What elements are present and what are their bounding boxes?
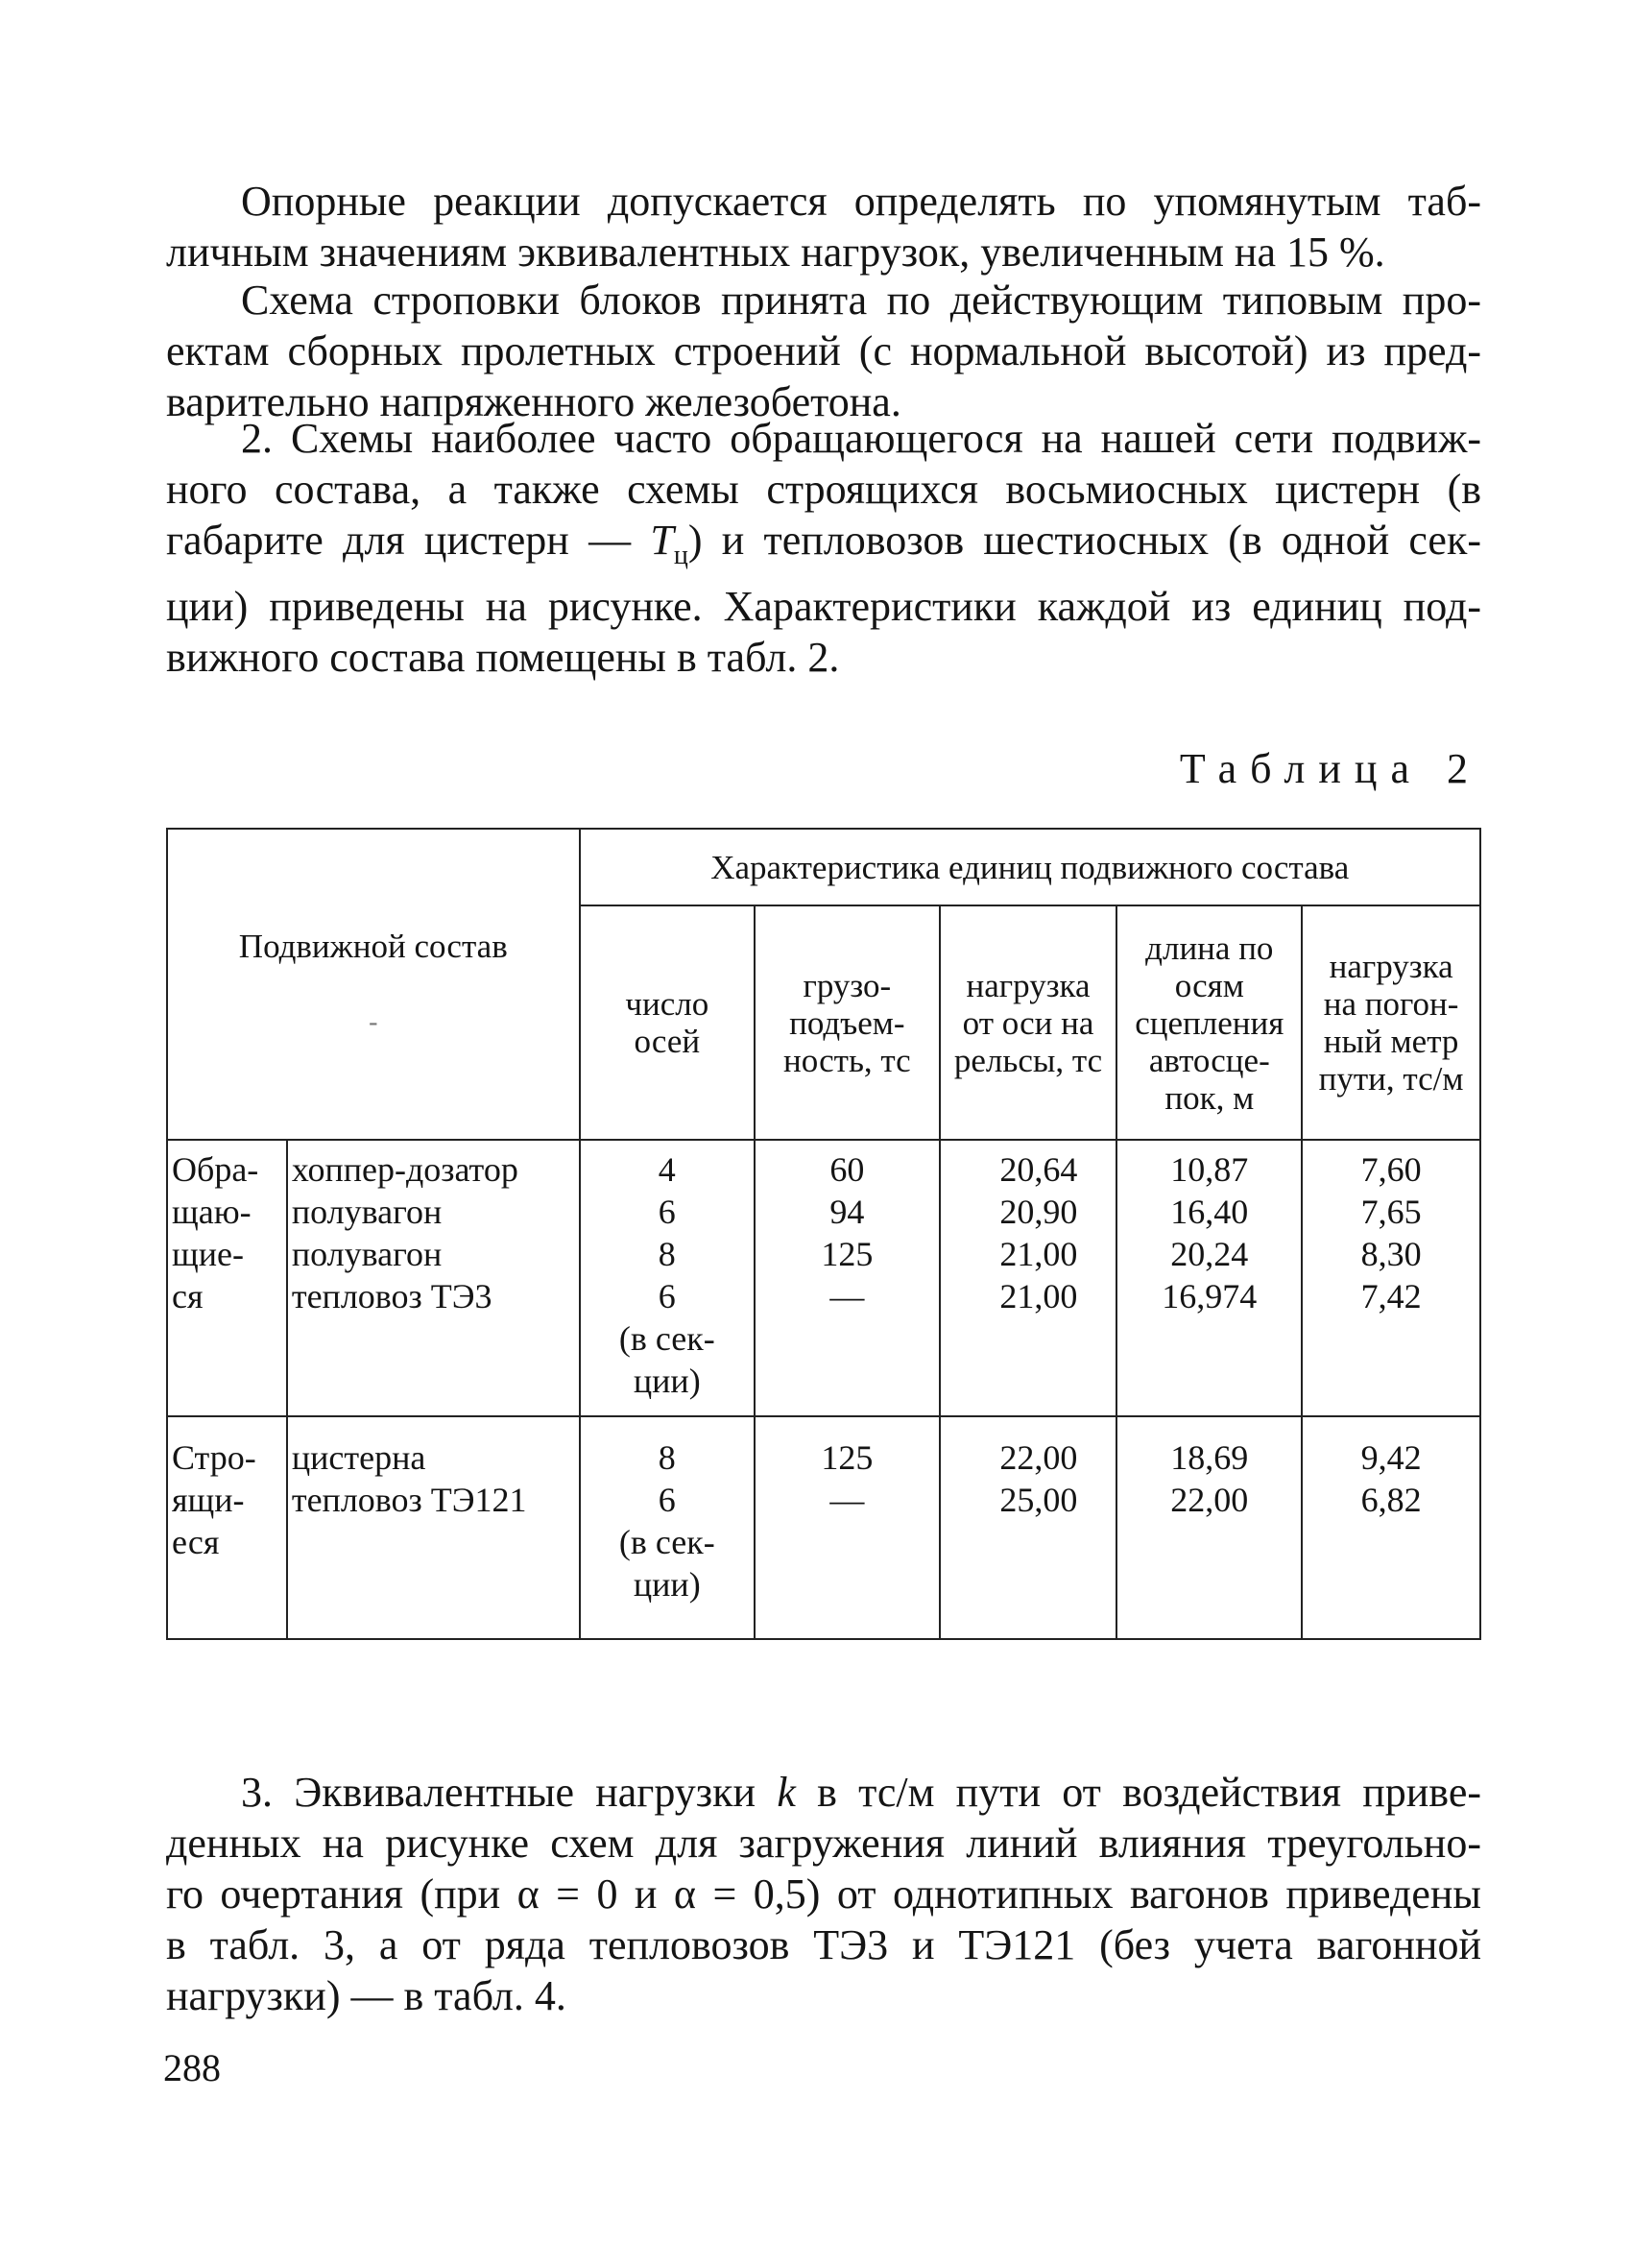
text-line: Схема строповки блоков принята по действующим типовым про- [241, 277, 1481, 324]
column-header-axles: число осей [580, 905, 756, 1140]
table-row [167, 1416, 1480, 1639]
text-line: в табл. 3, а от ряда тепловозов ТЭ3 и ТЭ121 (без учета вагонной [166, 1921, 1481, 1968]
stock-names: цистерна тепловоз ТЭ121 [287, 1416, 580, 1639]
column-header-coupling-length: длина по осям сцепления автосце- пок, м [1116, 905, 1302, 1140]
rowhead-mark: - [369, 1006, 378, 1037]
group-label-under-construction: Стро- ящи- еся [167, 1416, 287, 1639]
length-values: 10,87 16,40 20,24 16,974 [1116, 1140, 1302, 1416]
axle-load-values: 20,64 20,90 21,00 21,00 [940, 1140, 1117, 1416]
axles-values: 8 6 (в сек- ции) [580, 1416, 756, 1639]
axles-values: 4 6 8 6 (в сек- ции) [580, 1140, 756, 1416]
text-fragment: 3. Эквивалентные нагрузки [241, 1769, 756, 1816]
text-line: денных на рисунке схем для загружения линий влияния треугольно- [166, 1820, 1481, 1867]
text-line: ции) приведены на рисунке. Характеристики каждой из единиц под- [166, 582, 1481, 630]
text-fragment: ) и тепловозов шестиосных (в одной сек- [687, 517, 1481, 564]
table-row [167, 1140, 1480, 1416]
column-header-capacity: грузо- подъем- ность, тс [755, 905, 940, 1140]
text-line: Опорные реакции допускается определять по упомянутым таб- [241, 178, 1481, 225]
text-line: нагрузки) — в табл. 4. [166, 1972, 566, 2019]
capacity-values: 60 94 125 — [755, 1140, 940, 1416]
capacity-values: 125 — [755, 1416, 940, 1639]
paragraph-rolling-stock-schemes [166, 413, 1481, 683]
text-line: ного состава, а также схемы строящихся восьмиосных цистерн (в [166, 466, 1481, 513]
column-header-axle-load: нагрузка от оси на рельсы, тс [940, 905, 1117, 1140]
k-symbol: k [777, 1769, 796, 1816]
text-line: ектам сборных пролетных строений (с нормальной высотой) из пред- [166, 327, 1481, 374]
linear-load-values: 7,60 7,65 8,30 7,42 [1302, 1140, 1480, 1416]
text-line: го очертания (при α = 0 и α = 0,5) от однотипных вагонов приведены [166, 1870, 1481, 1918]
axle-load-values: 22,00 25,00 [940, 1416, 1117, 1639]
rolling-stock-table [166, 828, 1481, 1640]
text-fragment: в тс/м пути от воздействия приве- [817, 1769, 1481, 1816]
text-line: вижного состава помещены в табл. 2. [166, 633, 840, 681]
paragraph-equivalent-loads [166, 1767, 1481, 2021]
paragraph-support-reactions [166, 176, 1481, 277]
text-fragment: габарите для цистерн — [166, 517, 632, 564]
linear-load-values: 9,42 6,82 [1302, 1416, 1480, 1639]
text-line-with-symbol [166, 1767, 1481, 1818]
text-line: варительно напряженного железобетона. [166, 378, 901, 425]
text-line: 2. Схемы наиболее часто обращающегося на нашей сети подвиж- [241, 415, 1481, 462]
gauge-subscript: ц [673, 540, 688, 570]
gauge-symbol: T [650, 517, 674, 564]
rowhead-rolling-stock: Подвижной состав - [167, 829, 580, 1140]
length-values: 18,69 22,00 [1116, 1416, 1302, 1639]
header-group: Характеристика единиц подвижного состава [580, 829, 1480, 905]
text-line-with-symbol [166, 515, 1481, 581]
stock-names: хоппер-дозатор полувагон полувагон тепловоз ТЭ3 [287, 1140, 580, 1416]
table-caption: Таблица 2 [1179, 745, 1481, 792]
group-label-circulating: Обра- щаю- щие- ся [167, 1140, 287, 1416]
column-header-linear-load: нагрузка на погон- ный метр пути, тс/м [1302, 905, 1480, 1140]
paragraph-slinging-scheme [166, 275, 1481, 427]
page-number: 288 [163, 2046, 221, 2089]
text-line: личным значениям эквивалентных нагрузок, увеличенным на 15 %. [166, 229, 1385, 276]
